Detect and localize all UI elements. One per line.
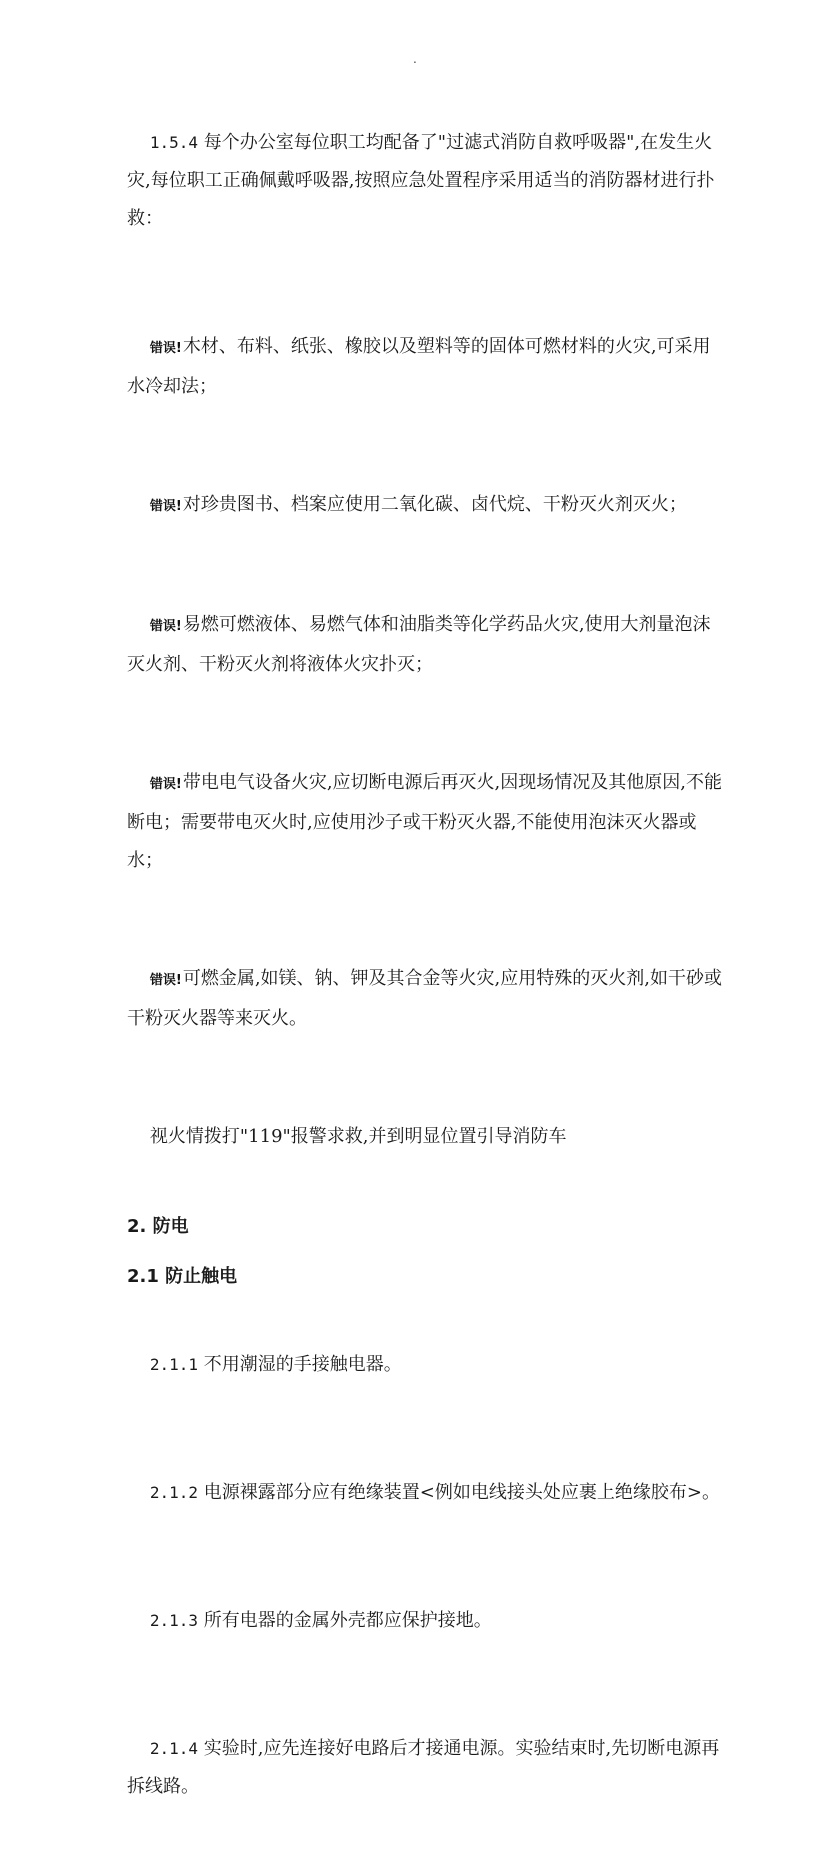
section-number: 2.1.1 (149, 1355, 199, 1374)
list-item-error-4 (127, 726, 727, 918)
paragraph-text: 实验时,应先连接好电路后才接通电源。实验结束时,先切断电源再拆线路。 (127, 1738, 720, 1797)
section-number: 2.1.2 (149, 1483, 199, 1502)
paragraph-text: 所有电器的金属外壳都应保护接地。 (203, 1610, 492, 1631)
paragraph-text: 每个办公室每位职工均配备了"过滤式消防自救呼吸器",在发生火灾,每位职工正确佩戴呼吸器,按照应急处置程序采用适当的消防器材进行扑救： (127, 132, 715, 229)
list-item-error-1 (127, 290, 727, 444)
list-item-text: 带电电气设备火灾,应切断电源后再灭火,因现场情况及其他原因,不能断电；需要带电灭火时,应使用沙子或干粉灭火器,不能使用泡沫灭火器或水； (127, 772, 722, 871)
list-item-error-3 (127, 568, 727, 722)
paragraph-text: 电源裸露部分应有绝缘装置<例如电线接头处应裹上绝缘胶布>。 (203, 1482, 720, 1503)
list-item-error-2 (127, 448, 727, 564)
error-label: 错误! (149, 973, 182, 988)
paragraph-text: 视火情拨打"119"报警求救,并到明显位置引导消防车 (149, 1126, 567, 1147)
section-heading-2-1: 2.1 防止触电 (127, 1266, 238, 1287)
section-number: 2.1.4 (149, 1739, 199, 1758)
list-item-text: 易燃可燃液体、易燃气体和油脂类等化学药品火灾,使用大剂量泡沫灭火剂、干粉灭火剂将液体火灾扑灭； (127, 614, 711, 675)
paragraph-2-1-3 (127, 1564, 727, 1678)
paragraph-2-1-4 (127, 1692, 727, 1844)
error-label: 错误! (149, 341, 182, 356)
paragraph-1-5-4 (127, 86, 727, 276)
error-label: 错误! (149, 499, 182, 514)
section-number: 2.1.3 (149, 1611, 199, 1630)
document-body (127, 86, 727, 1858)
error-label: 错误! (149, 619, 182, 634)
list-item-text: 可燃金属,如镁、钠、钾及其合金等火灾,应用特殊的灭火剂,如干砂或干粉灭火器等来灭火。 (127, 968, 722, 1029)
section-number: 1.5.4 (149, 133, 199, 152)
list-item-text: 对珍贵图书、档案应使用二氧化碳、卤代烷、干粉灭火剂灭火； (182, 494, 687, 515)
paragraph-text: 不用潮湿的手接触电器。 (203, 1354, 402, 1375)
page-top-mark: . (413, 52, 417, 66)
paragraph-2-1-2 (127, 1436, 727, 1550)
paragraph-2-1-1 (127, 1308, 727, 1422)
list-item-error-5 (127, 922, 727, 1076)
section-heading-2: 2. 防电 (127, 1216, 189, 1237)
paragraph-call-119 (127, 1080, 727, 1194)
error-label: 错误! (149, 777, 182, 792)
list-item-text: 木材、布料、纸张、橡胶以及塑料等的固体可燃材料的火灾,可采用水冷却法； (127, 336, 711, 397)
